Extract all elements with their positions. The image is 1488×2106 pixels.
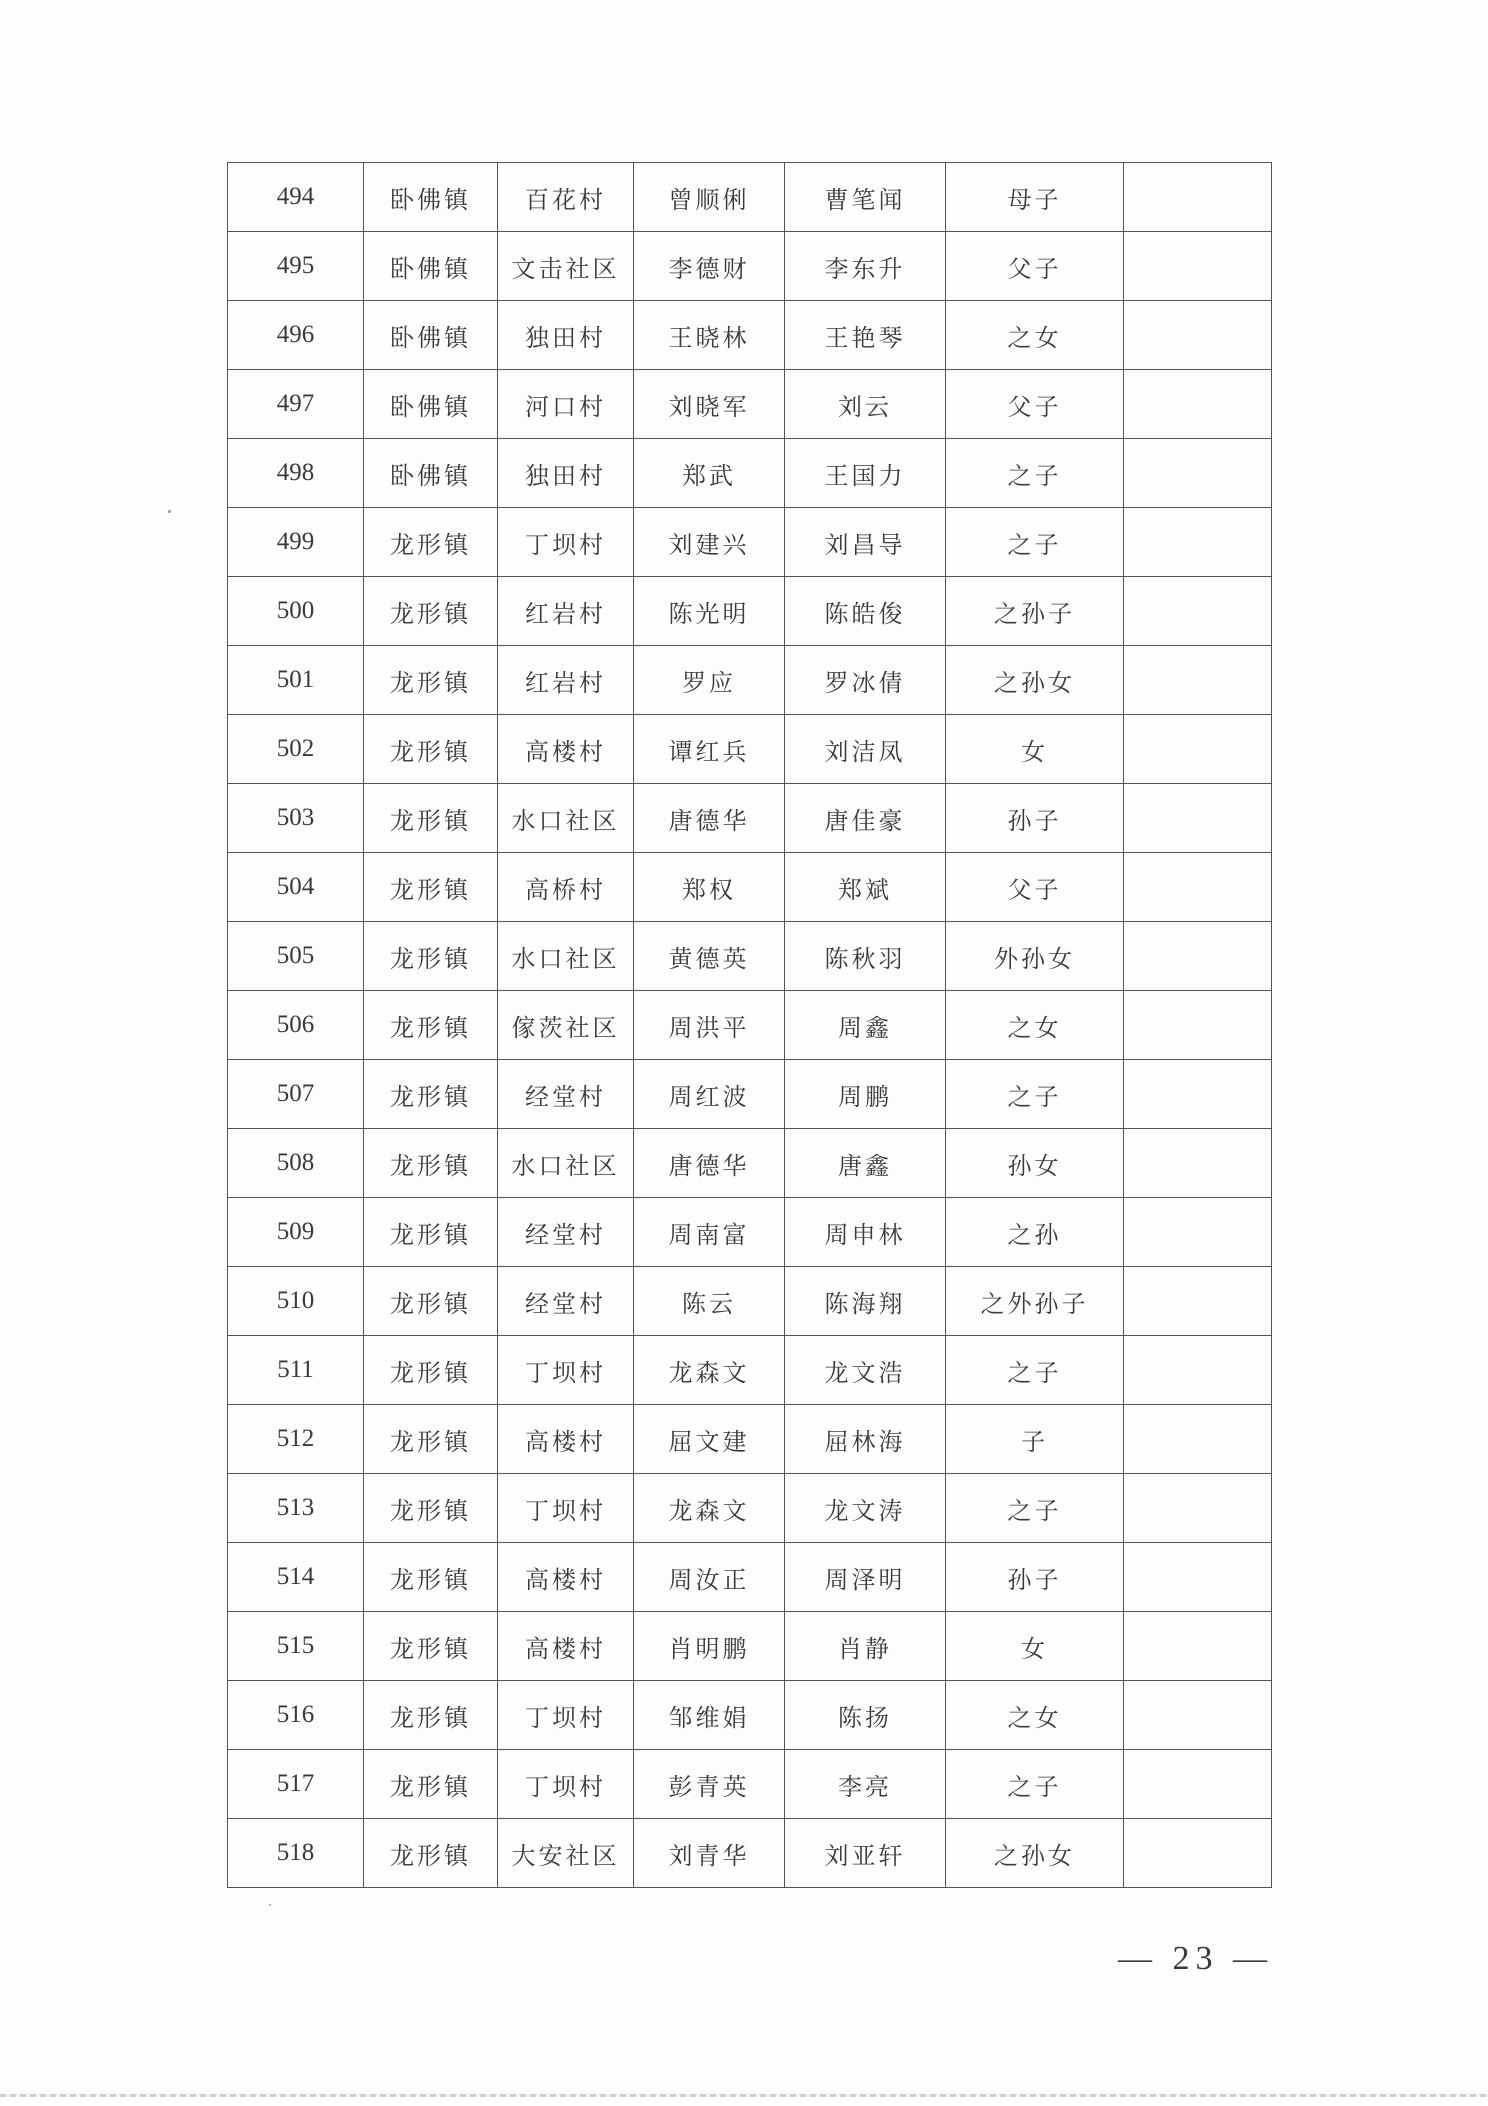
cell-family-member: 陈皓俊 xyxy=(785,577,946,646)
cell-town: 龙形镇 xyxy=(364,508,498,577)
table-row xyxy=(228,991,1272,1060)
cell-name: 龙森文 xyxy=(634,1336,785,1405)
cell-note xyxy=(1124,508,1272,577)
table-row xyxy=(228,1129,1272,1198)
cell-name: 谭红兵 xyxy=(634,715,785,784)
cell-village: 高楼村 xyxy=(498,1405,634,1474)
cell-village: 水口社区 xyxy=(498,922,634,991)
cell-relation: 女 xyxy=(946,715,1124,784)
cell-relation: 父子 xyxy=(946,853,1124,922)
cell-name: 刘青华 xyxy=(634,1819,785,1888)
table-row xyxy=(228,1612,1272,1681)
cell-note xyxy=(1124,370,1272,439)
cell-family-member: 陈秋羽 xyxy=(785,922,946,991)
cell-family-member: 罗冰倩 xyxy=(785,646,946,715)
table-row xyxy=(228,853,1272,922)
cell-name: 郑权 xyxy=(634,853,785,922)
cell-note xyxy=(1124,784,1272,853)
cell-relation: 之子 xyxy=(946,439,1124,508)
cell-serial-number: 506 xyxy=(228,991,364,1060)
cell-note xyxy=(1124,439,1272,508)
cell-family-member: 王国力 xyxy=(785,439,946,508)
cell-note xyxy=(1124,1060,1272,1129)
cell-note xyxy=(1124,232,1272,301)
cell-note xyxy=(1124,577,1272,646)
cell-relation: 子 xyxy=(946,1405,1124,1474)
cell-name: 曾顺俐 xyxy=(634,163,785,232)
table-row xyxy=(228,163,1272,232)
scan-speck xyxy=(168,510,171,513)
cell-serial-number: 502 xyxy=(228,715,364,784)
cell-village: 经堂村 xyxy=(498,1267,634,1336)
cell-town: 龙形镇 xyxy=(364,1681,498,1750)
cell-note xyxy=(1124,853,1272,922)
cell-town: 龙形镇 xyxy=(364,715,498,784)
cell-town: 卧佛镇 xyxy=(364,439,498,508)
cell-family-member: 曹笔闻 xyxy=(785,163,946,232)
cell-serial-number: 498 xyxy=(228,439,364,508)
cell-name: 周汝正 xyxy=(634,1543,785,1612)
cell-village: 高桥村 xyxy=(498,853,634,922)
cell-serial-number: 517 xyxy=(228,1750,364,1819)
cell-name: 罗应 xyxy=(634,646,785,715)
cell-name: 唐德华 xyxy=(634,784,785,853)
cell-village: 大安社区 xyxy=(498,1819,634,1888)
cell-relation: 之女 xyxy=(946,991,1124,1060)
cell-village: 高楼村 xyxy=(498,715,634,784)
cell-relation: 之孙子 xyxy=(946,577,1124,646)
cell-name: 李德财 xyxy=(634,232,785,301)
cell-town: 卧佛镇 xyxy=(364,301,498,370)
cell-name: 王晓林 xyxy=(634,301,785,370)
cell-relation: 女 xyxy=(946,1612,1124,1681)
cell-name: 陈光明 xyxy=(634,577,785,646)
cell-relation: 之子 xyxy=(946,1060,1124,1129)
cell-village: 傢茨社区 xyxy=(498,991,634,1060)
cell-town: 龙形镇 xyxy=(364,784,498,853)
cell-village: 丁坝村 xyxy=(498,1336,634,1405)
cell-relation: 之女 xyxy=(946,1681,1124,1750)
page-number: — 23 — xyxy=(1118,1940,1273,1977)
cell-town: 卧佛镇 xyxy=(364,163,498,232)
table-row xyxy=(228,1474,1272,1543)
cell-town: 龙形镇 xyxy=(364,1474,498,1543)
cell-family-member: 李东升 xyxy=(785,232,946,301)
cell-note xyxy=(1124,1543,1272,1612)
cell-serial-number: 505 xyxy=(228,922,364,991)
cell-family-member: 刘昌导 xyxy=(785,508,946,577)
table-row xyxy=(228,1819,1272,1888)
table-row xyxy=(228,1267,1272,1336)
cell-town: 龙形镇 xyxy=(364,1336,498,1405)
cell-family-member: 周鑫 xyxy=(785,991,946,1060)
cell-serial-number: 497 xyxy=(228,370,364,439)
cell-village: 丁坝村 xyxy=(498,1681,634,1750)
cell-village: 丁坝村 xyxy=(498,1474,634,1543)
cell-town: 龙形镇 xyxy=(364,922,498,991)
table-row xyxy=(228,232,1272,301)
cell-serial-number: 495 xyxy=(228,232,364,301)
cell-note xyxy=(1124,646,1272,715)
cell-town: 龙形镇 xyxy=(364,1198,498,1267)
cell-serial-number: 510 xyxy=(228,1267,364,1336)
table-row xyxy=(228,646,1272,715)
cell-town: 龙形镇 xyxy=(364,1060,498,1129)
cell-name: 屈文建 xyxy=(634,1405,785,1474)
cell-serial-number: 511 xyxy=(228,1336,364,1405)
cell-family-member: 刘亚轩 xyxy=(785,1819,946,1888)
cell-serial-number: 500 xyxy=(228,577,364,646)
cell-relation: 之子 xyxy=(946,1750,1124,1819)
cell-name: 黄德英 xyxy=(634,922,785,991)
cell-name: 周洪平 xyxy=(634,991,785,1060)
cell-village: 高楼村 xyxy=(498,1612,634,1681)
cell-serial-number: 513 xyxy=(228,1474,364,1543)
cell-relation: 孙女 xyxy=(946,1129,1124,1198)
cell-family-member: 周申林 xyxy=(785,1198,946,1267)
cell-town: 龙形镇 xyxy=(364,1129,498,1198)
cell-serial-number: 499 xyxy=(228,508,364,577)
cell-village: 独田村 xyxy=(498,301,634,370)
table-row xyxy=(228,1681,1272,1750)
cell-note xyxy=(1124,1129,1272,1198)
cell-village: 红岩村 xyxy=(498,646,634,715)
cell-relation: 之子 xyxy=(946,508,1124,577)
cell-name: 刘建兴 xyxy=(634,508,785,577)
cell-town: 卧佛镇 xyxy=(364,370,498,439)
cell-relation: 父子 xyxy=(946,370,1124,439)
cell-note xyxy=(1124,1405,1272,1474)
cell-serial-number: 503 xyxy=(228,784,364,853)
cell-family-member: 屈林海 xyxy=(785,1405,946,1474)
cell-name: 陈云 xyxy=(634,1267,785,1336)
cell-family-member: 陈海翔 xyxy=(785,1267,946,1336)
cell-family-member: 刘洁凤 xyxy=(785,715,946,784)
roster-table xyxy=(227,162,1272,1888)
cell-serial-number: 501 xyxy=(228,646,364,715)
cell-relation: 母子 xyxy=(946,163,1124,232)
table-row xyxy=(228,1060,1272,1129)
cell-relation: 父子 xyxy=(946,232,1124,301)
cell-town: 龙形镇 xyxy=(364,991,498,1060)
table-row xyxy=(228,784,1272,853)
cell-family-member: 龙文涛 xyxy=(785,1474,946,1543)
cell-note xyxy=(1124,1819,1272,1888)
cell-serial-number: 516 xyxy=(228,1681,364,1750)
cell-note xyxy=(1124,1681,1272,1750)
cell-family-member: 郑斌 xyxy=(785,853,946,922)
cell-village: 文击社区 xyxy=(498,232,634,301)
table-row xyxy=(228,508,1272,577)
cell-family-member: 周鹏 xyxy=(785,1060,946,1129)
cell-relation: 孙子 xyxy=(946,1543,1124,1612)
cell-note xyxy=(1124,1267,1272,1336)
cell-name: 肖明鹏 xyxy=(634,1612,785,1681)
cell-family-member: 陈扬 xyxy=(785,1681,946,1750)
cell-note xyxy=(1124,163,1272,232)
cell-name: 唐德华 xyxy=(634,1129,785,1198)
cell-village: 丁坝村 xyxy=(498,508,634,577)
cell-note xyxy=(1124,301,1272,370)
cell-family-member: 李亮 xyxy=(785,1750,946,1819)
cell-relation: 之孙女 xyxy=(946,1819,1124,1888)
cell-serial-number: 518 xyxy=(228,1819,364,1888)
cell-relation: 孙子 xyxy=(946,784,1124,853)
cell-serial-number: 509 xyxy=(228,1198,364,1267)
cell-family-member: 王艳琴 xyxy=(785,301,946,370)
cell-town: 龙形镇 xyxy=(364,1819,498,1888)
cell-family-member: 唐鑫 xyxy=(785,1129,946,1198)
scan-speck xyxy=(269,1904,271,1906)
cell-village: 经堂村 xyxy=(498,1198,634,1267)
table-row xyxy=(228,301,1272,370)
table-row xyxy=(228,715,1272,784)
cell-note xyxy=(1124,1198,1272,1267)
cell-relation: 之外孙子 xyxy=(946,1267,1124,1336)
cell-family-member: 肖静 xyxy=(785,1612,946,1681)
cell-serial-number: 496 xyxy=(228,301,364,370)
cell-town: 龙形镇 xyxy=(364,1750,498,1819)
cell-town: 龙形镇 xyxy=(364,853,498,922)
cell-town: 龙形镇 xyxy=(364,1405,498,1474)
cell-family-member: 刘云 xyxy=(785,370,946,439)
cell-town: 卧佛镇 xyxy=(364,232,498,301)
cell-note xyxy=(1124,1474,1272,1543)
cell-family-member: 龙文浩 xyxy=(785,1336,946,1405)
cell-relation: 之女 xyxy=(946,301,1124,370)
table-row xyxy=(228,577,1272,646)
cell-note xyxy=(1124,922,1272,991)
cell-relation: 之孙女 xyxy=(946,646,1124,715)
cell-note xyxy=(1124,715,1272,784)
cell-town: 龙形镇 xyxy=(364,577,498,646)
cell-town: 龙形镇 xyxy=(364,1543,498,1612)
table-row xyxy=(228,1405,1272,1474)
cell-relation: 之子 xyxy=(946,1474,1124,1543)
cell-name: 刘晓军 xyxy=(634,370,785,439)
table-row xyxy=(228,439,1272,508)
cell-village: 高楼村 xyxy=(498,1543,634,1612)
cell-relation: 之孙 xyxy=(946,1198,1124,1267)
cell-family-member: 周泽明 xyxy=(785,1543,946,1612)
cell-serial-number: 504 xyxy=(228,853,364,922)
cell-serial-number: 514 xyxy=(228,1543,364,1612)
cell-town: 龙形镇 xyxy=(364,1612,498,1681)
cell-town: 龙形镇 xyxy=(364,646,498,715)
cell-name: 周南富 xyxy=(634,1198,785,1267)
cell-name: 周红波 xyxy=(634,1060,785,1129)
cell-relation: 外孙女 xyxy=(946,922,1124,991)
cell-name: 龙森文 xyxy=(634,1474,785,1543)
cell-relation: 之子 xyxy=(946,1336,1124,1405)
table-row xyxy=(228,1198,1272,1267)
cell-village: 丁坝村 xyxy=(498,1750,634,1819)
cell-serial-number: 494 xyxy=(228,163,364,232)
cell-serial-number: 508 xyxy=(228,1129,364,1198)
scan-bottom-edge xyxy=(0,2094,1488,2097)
cell-town: 龙形镇 xyxy=(364,1267,498,1336)
cell-note xyxy=(1124,1336,1272,1405)
cell-village: 红岩村 xyxy=(498,577,634,646)
cell-family-member: 唐佳豪 xyxy=(785,784,946,853)
cell-name: 彭青英 xyxy=(634,1750,785,1819)
cell-name: 郑武 xyxy=(634,439,785,508)
table-row xyxy=(228,370,1272,439)
table-row xyxy=(228,922,1272,991)
roster-body xyxy=(228,163,1272,1888)
cell-village: 经堂村 xyxy=(498,1060,634,1129)
cell-serial-number: 512 xyxy=(228,1405,364,1474)
cell-note xyxy=(1124,991,1272,1060)
cell-village: 水口社区 xyxy=(498,1129,634,1198)
cell-name: 邹维娟 xyxy=(634,1681,785,1750)
cell-village: 百花村 xyxy=(498,163,634,232)
cell-village: 独田村 xyxy=(498,439,634,508)
cell-serial-number: 507 xyxy=(228,1060,364,1129)
cell-village: 水口社区 xyxy=(498,784,634,853)
table-row xyxy=(228,1750,1272,1819)
cell-village: 河口村 xyxy=(498,370,634,439)
cell-serial-number: 515 xyxy=(228,1612,364,1681)
cell-note xyxy=(1124,1612,1272,1681)
cell-note xyxy=(1124,1750,1272,1819)
table-row xyxy=(228,1543,1272,1612)
table-row xyxy=(228,1336,1272,1405)
